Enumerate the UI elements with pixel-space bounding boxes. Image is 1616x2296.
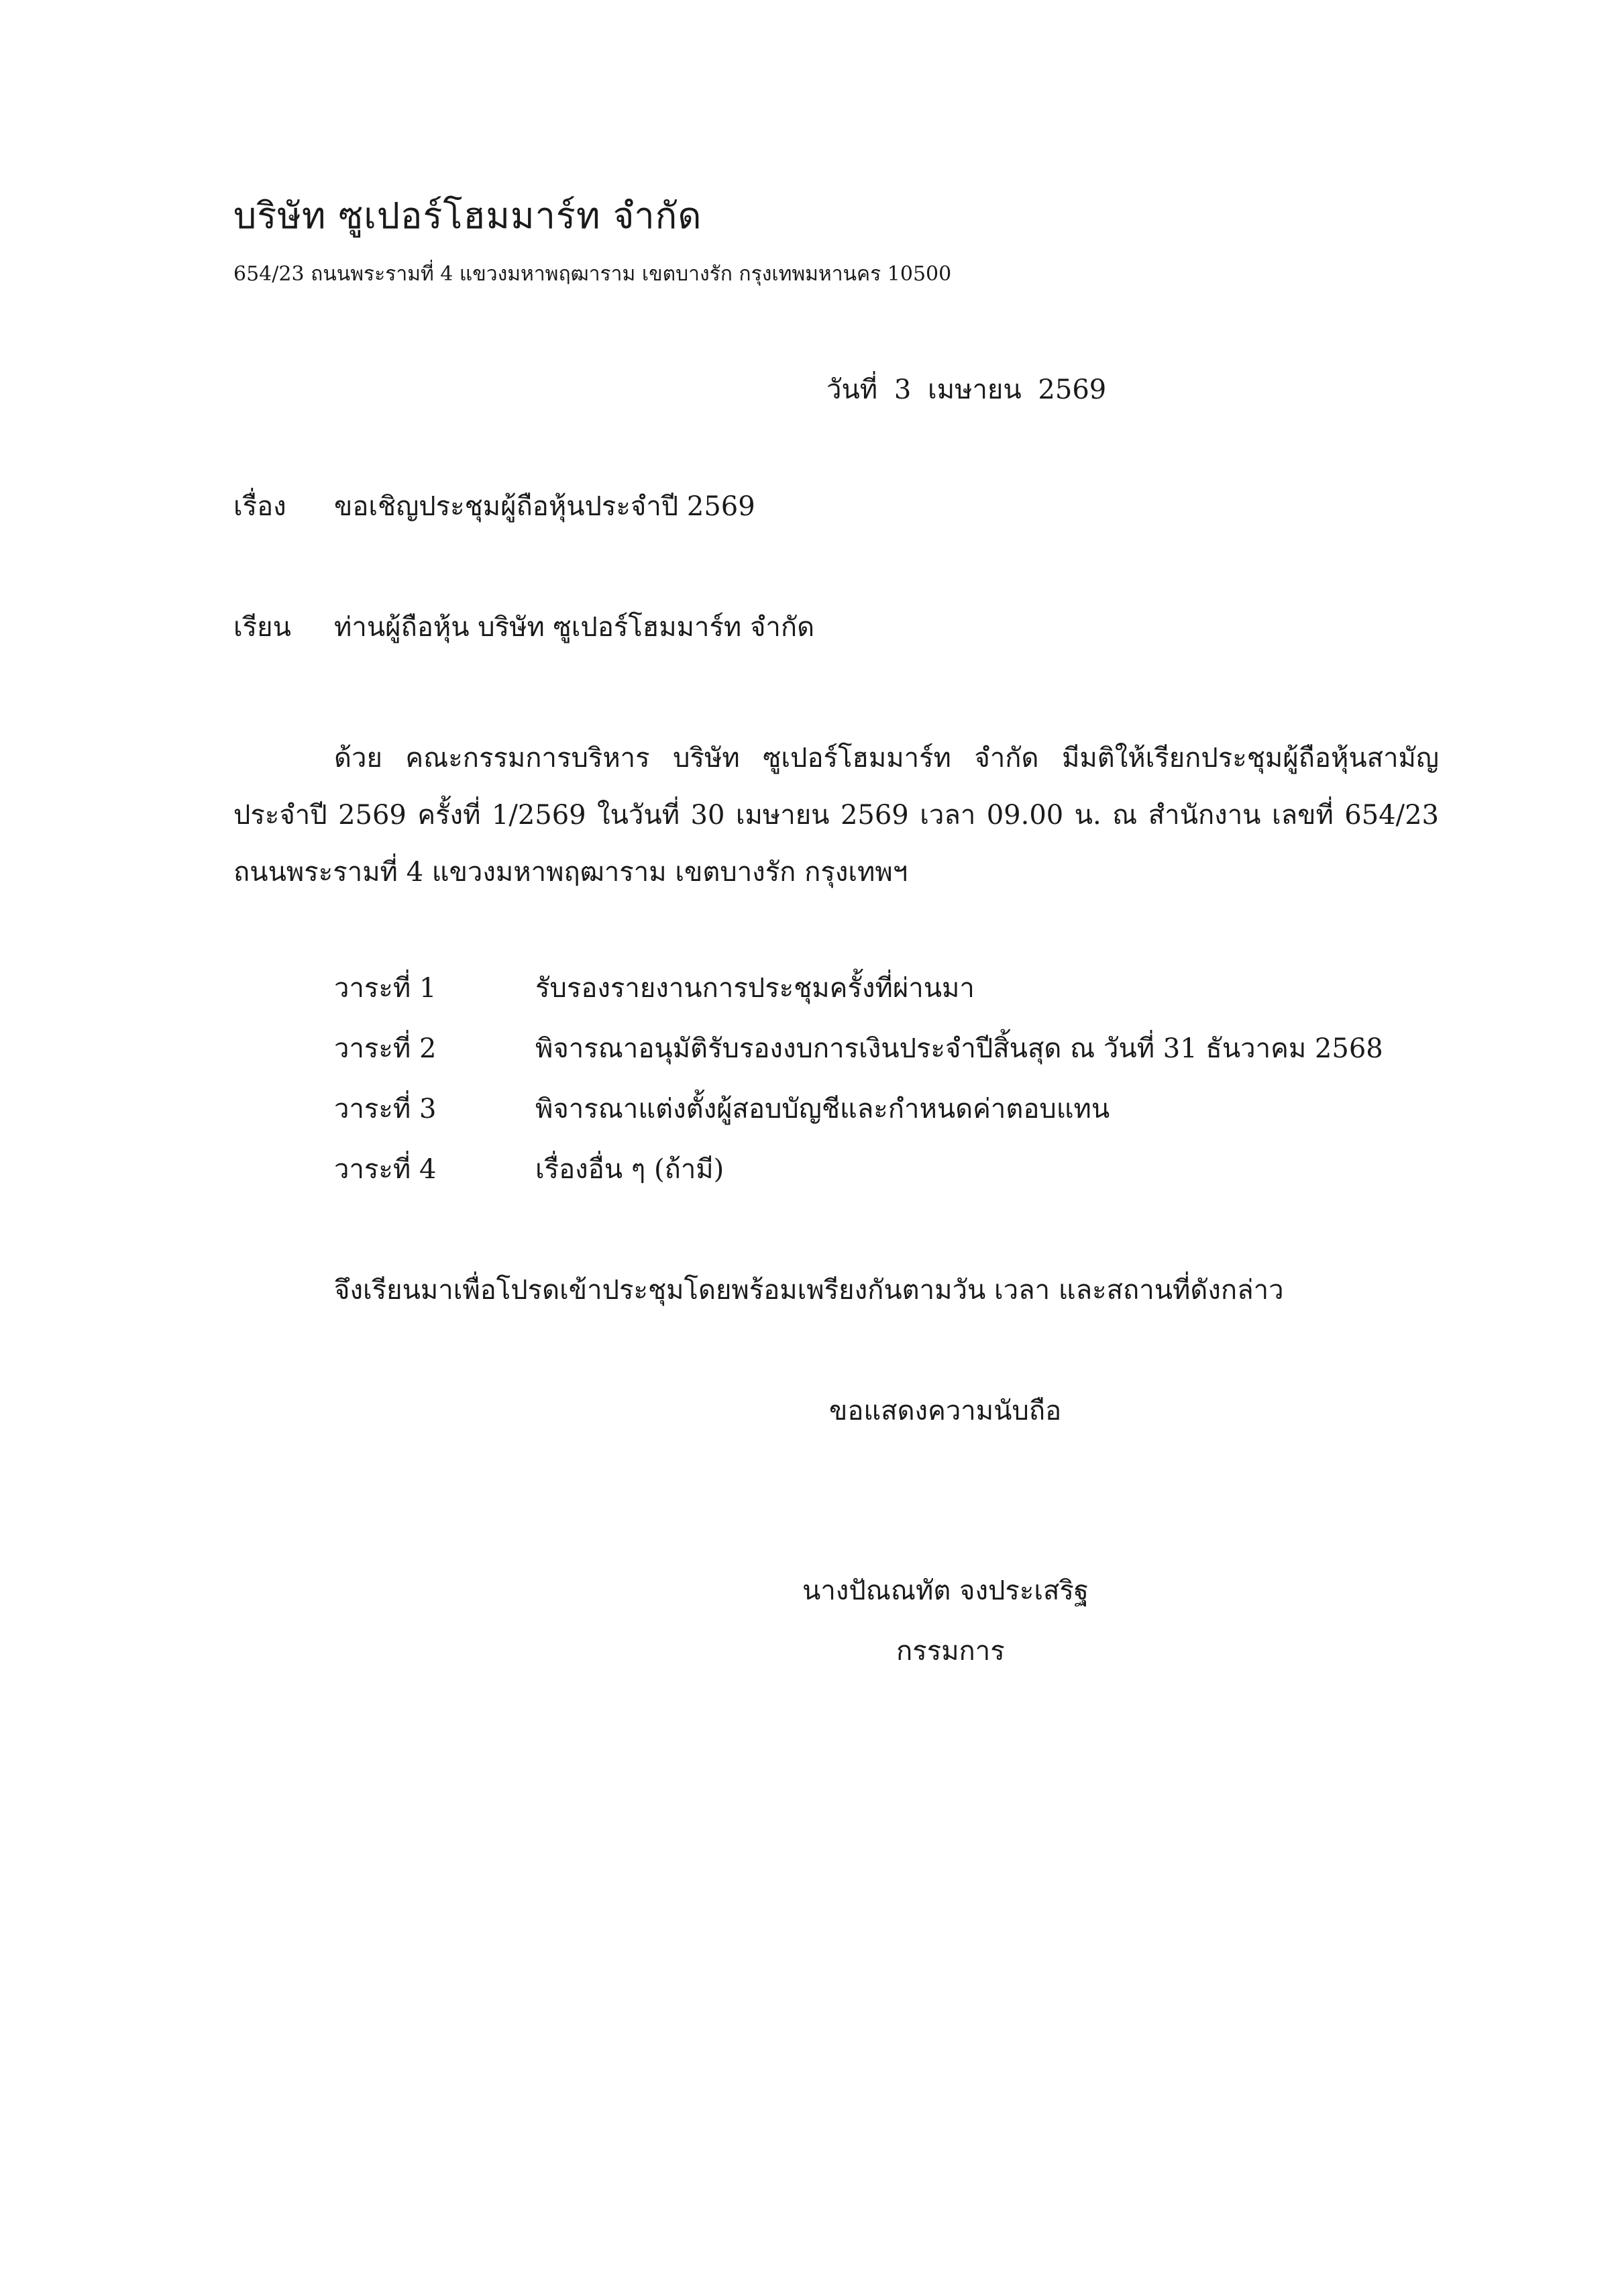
complimentary-close: ขอแสดงความนับถือ [829,1396,1062,1426]
closing-line: จึงเรียนมาเพื่อโปรดเข้าประชุมโดยพร้อมเพรียงกันตามวัน เวลา และสถานที่ดังกล่าว [334,1275,1284,1306]
agenda-item-4-text: เรื่องอื่น ๆ (ถ้ามี) [535,1154,724,1185]
recipient-value: ท่านผู้ถือหุ้น บริษัท ซูเปอร์โฮมมาร์ท จำกัด [334,612,815,643]
company-address: 654/23 ถนนพระรามที่ 4 แขวงมหาพฤฒาราม เขตบางรัก กรุงเทพมหานคร 10500 [233,262,952,286]
subject-label: เรื่อง [233,491,286,522]
signatory-title: กรรมการ [896,1636,1005,1667]
agenda-item-1-label: วาระที่ 1 [334,973,437,1004]
agenda-item-1-text: รับรองรายงานการประชุมครั้งที่ผ่านมา [535,973,975,1004]
body-paragraph: ด้วย คณะกรรมการบริหาร บริษัท ซูเปอร์โฮมมาร์ท จำกัด มีมติให้เรียกประชุมผู้ถือหุ้นสามัญประจำปี 2569 ครั้งที่ 1/2569 ในวันที่ 30 เมษายน 2569 เวลา 09.00 น. ณ สำนักงาน เลขที่ 654/23 ถนนพระรามที่ 4 แขวงมหาพฤฒาราม เขตบางรัก กรุงเทพฯ [233,743,1439,888]
agenda-item-2-text: พิจารณาอนุมัติรับรองงบการเงินประจำปีสิ้นสุด ณ วันที่ 31 ธันวาคม 2568 [535,1033,1383,1064]
agenda-item-3-label: วาระที่ 3 [334,1094,437,1125]
subject-value: ขอเชิญประชุมผู้ถือหุ้นประจำปี 2569 [334,491,755,522]
letter-date: วันที่ 3 เมษายน 2569 [826,374,1107,405]
company-name: บริษัท ซูเปอร์โฮมมาร์ท จำกัด [233,195,702,237]
recipient-label: เรียน [233,612,291,643]
signatory-name: นางปัณณทัต จงประเสริฐ [802,1575,1089,1606]
agenda-item-2-label: วาระที่ 2 [334,1033,437,1064]
agenda-item-4-label: วาระที่ 4 [334,1154,437,1185]
agenda-item-3-text: พิจารณาแต่งตั้งผู้สอบบัญชีและกำหนดค่าตอบแทน [535,1094,1110,1125]
